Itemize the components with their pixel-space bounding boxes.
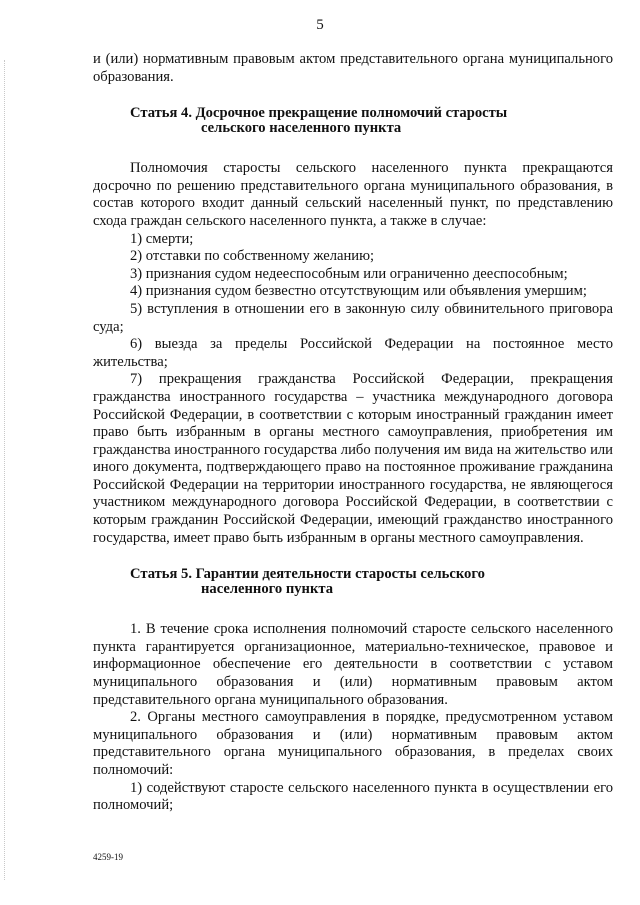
article-4-lead-paragraph: Полномочия старосты сельского населенного пункта прекращаются досрочно по решению представительного органа муниципального образования, в состав которого входит данный сельский населенный пункт, по представлению схода граждан сельского населенного пункта, а также в случае:: [93, 160, 613, 229]
scan-edge-marks: [4, 60, 8, 880]
article-5-paragraph-1: 1. В течение срока исполнения полномочий старосте сельского населенного пункта гарантируется организационное, материально-техническое, правовое и информационное обеспечение его деятельности в соответствии с уставом муниципального образования и (или) нормативным правовым актом представительного органа муниципального образования.: [93, 621, 613, 708]
article-4-item-6: 6) выезда за пределы Российской Федерации на постоянное место жительства;: [93, 336, 613, 370]
page-number: 5: [316, 17, 324, 33]
article-5-heading: [93, 567, 613, 597]
document-body: [93, 51, 613, 815]
spacer: [93, 597, 613, 621]
article-4-item-3: 3) признания судом недееспособным или ограниченно дееспособным;: [130, 265, 568, 282]
spacer: [93, 86, 613, 106]
article-4-item-2: 2) отставки по собственному желанию;: [130, 248, 375, 265]
spacer: [93, 136, 613, 160]
spacer: [93, 547, 613, 567]
article-5-paragraph-3: 1) содействуют старосте сельского населенного пункта в осуществлении его полномочий;: [93, 779, 613, 814]
article-4-title-line-1: Статья 4. Досрочное прекращение полномочий старосты: [130, 105, 508, 122]
article-4-title-line-2: сельского населенного пункта: [201, 120, 402, 137]
article-4-item-1: 1) смерти;: [130, 230, 194, 247]
intro-paragraph-tail: и (или) нормативным правовым актом представительного органа муниципального образования.: [93, 51, 613, 85]
article-5-title-line-2: населенного пункта: [201, 581, 333, 598]
article-5-paragraph-2: 2. Органы местного самоуправления в порядке, предусмотренном уставом муниципального образования и (или) нормативным правовым актом представительного органа муниципального образования, в пределах своих полномочий:: [93, 709, 613, 778]
article-4-heading: [93, 106, 613, 136]
document-code: 4259-19: [93, 852, 123, 862]
article-4-item-5: 5) вступления в отношении его в законную силу обвинительного приговора суда;: [93, 300, 613, 335]
article-4-item-4: 4) признания судом безвестно отсутствующим или объявления умершим;: [130, 283, 587, 300]
article-4-item-7: 7) прекращения гражданства Российской Федерации, прекращения гражданства иностранного государства – участника международного договора Российской Федерации, в соответствии с которым иностранный гражданин имеет право быть избранным в органы местного самоуправления, приобретения им гражданства иностранного государства либо получения им вида на жительство или иного документа, подтверждающего право на постоянное проживание гражданина Российской Федерации на территории иностранного государства, не являющегося участником международного договора Российской Федерации, в соответствии с которым гражданин Российской Федерации, имеющий гражданство иностранного государства, имеет право быть избранным в органы местного самоуправления.: [93, 371, 613, 546]
article-5-title-line-1: Статья 5. Гарантии деятельности старосты сельского: [130, 566, 485, 583]
